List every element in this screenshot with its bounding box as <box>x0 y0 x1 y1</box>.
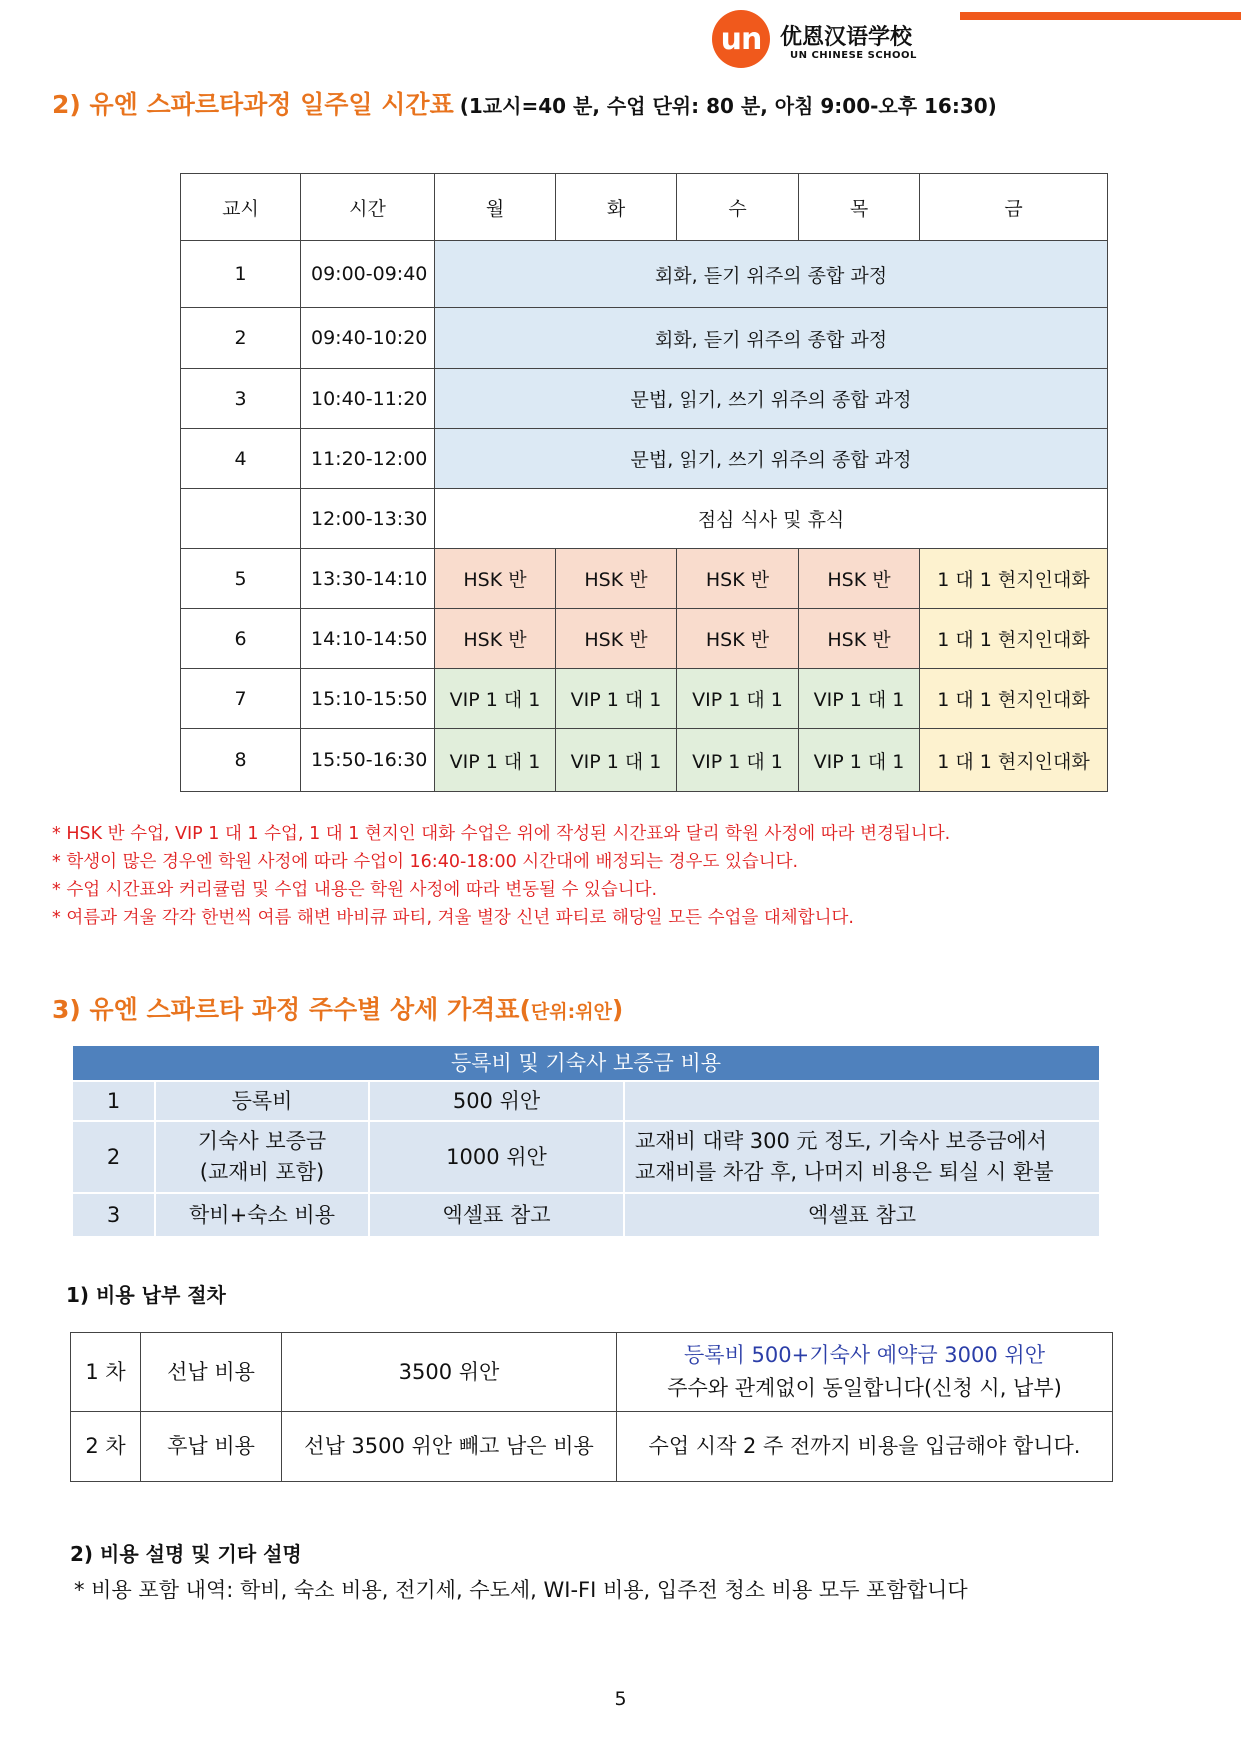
payment-title: 1) 비용 납부 절차 <box>66 1283 226 1307</box>
schedule-header-row <box>181 174 1108 241</box>
payment-desc <box>617 1333 1113 1412</box>
schedule-row <box>181 669 1108 729</box>
class-cell: VIP 1 대 1 <box>677 669 799 729</box>
time-cell: 11:20-12:00 <box>301 429 435 489</box>
price-note-line: 교재비 대략 300 元 정도, 기숙사 보증금에서 <box>635 1129 1048 1153</box>
payment-row <box>71 1412 1113 1482</box>
school-logo <box>712 10 972 68</box>
payment-step: 2 차 <box>71 1412 141 1482</box>
price-no: 3 <box>72 1193 155 1237</box>
period-cell: 8 <box>181 729 301 792</box>
time-cell: 15:50-16:30 <box>301 729 435 792</box>
section2-title-text: 2) 유엔 스파르타과정 일주일 시간표 <box>52 90 454 119</box>
class-cell: 1 대 1 현지인대화 <box>920 729 1108 792</box>
payment-row <box>71 1333 1113 1412</box>
header-wed: 수 <box>677 174 799 241</box>
time-cell: 09:00-09:40 <box>301 241 435 308</box>
class-cell: VIP 1 대 1 <box>799 669 920 729</box>
schedule-row <box>181 241 1108 308</box>
price-amount: 500 위안 <box>369 1081 624 1121</box>
schedule-row <box>181 489 1108 549</box>
class-cell: VIP 1 대 1 <box>435 669 556 729</box>
header-accent-bar <box>960 12 1241 20</box>
period-cell: 7 <box>181 669 301 729</box>
price-item <box>155 1193 369 1237</box>
header-thu: 목 <box>799 174 920 241</box>
schedule-notes <box>52 820 950 932</box>
time-cell: 10:40-11:20 <box>301 369 435 429</box>
price-amount: 엑셀표 참고 <box>369 1193 624 1237</box>
payment-table <box>70 1332 1113 1482</box>
schedule-row <box>181 308 1108 369</box>
price-note-line: 교재비를 차감 후, 나머지 비용은 퇴실 시 환불 <box>635 1160 1054 1184</box>
payment-amount: 선납 3500 위안 빼고 남은 비용 <box>282 1412 617 1482</box>
price-item <box>155 1081 369 1121</box>
note-line: * HSK 반 수업, VIP 1 대 1 수업, 1 대 1 현지인 대화 수업은 위에 작성된 시간표와 달리 학원 사정에 따라 변경됩니다. <box>52 824 951 844</box>
period-cell: 3 <box>181 369 301 429</box>
schedule-row <box>181 729 1108 792</box>
price-no: 2 <box>72 1121 155 1193</box>
class-cell: 문법, 읽기, 쓰기 위주의 종합 과정 <box>435 369 1108 429</box>
class-cell: HSK 반 <box>435 609 556 669</box>
price-amount: 1000 위안 <box>369 1121 624 1193</box>
price-note: 엑셀표 참고 <box>624 1193 1100 1237</box>
price-row <box>72 1081 1100 1121</box>
class-cell: 1 대 1 현지인대화 <box>920 669 1108 729</box>
class-cell: HSK 반 <box>677 549 799 609</box>
payment-desc-line: 수업 시작 2 주 전까지 비용을 입금해야 합니다. <box>648 1434 1081 1458</box>
class-cell: VIP 1 대 1 <box>677 729 799 792</box>
time-cell: 09:40-10:20 <box>301 308 435 369</box>
logo-name-en: UN CHINESE SCHOOL <box>790 50 917 61</box>
class-cell: VIP 1 대 1 <box>435 729 556 792</box>
header-tue: 화 <box>556 174 677 241</box>
payment-desc-line: 등록비 500+기숙사 예약금 3000 위안 <box>684 1343 1045 1367</box>
time-cell: 12:00-13:30 <box>301 489 435 549</box>
price-row <box>72 1193 1100 1237</box>
logo-name-cn: 优恩汉语学校 <box>780 25 913 50</box>
section2-title <box>52 85 997 121</box>
schedule-row <box>181 429 1108 489</box>
payment-desc <box>617 1412 1113 1482</box>
note-line: * 여름과 겨울 각각 한번씩 여름 해변 바비큐 파티, 겨울 별장 신년 파티로 해당일 모든 수업을 대체합니다. <box>52 908 854 928</box>
price-header: 등록비 및 기숙사 보증금 비용 <box>72 1045 1100 1081</box>
class-cell: VIP 1 대 1 <box>556 669 677 729</box>
price-item-text: 학비+숙소 비용 <box>189 1202 335 1227</box>
header-time: 시간 <box>301 174 435 241</box>
class-cell: HSK 반 <box>556 549 677 609</box>
class-cell: HSK 반 <box>556 609 677 669</box>
logo-mark: un <box>712 10 770 68</box>
payment-type: 후납 비용 <box>141 1412 282 1482</box>
class-cell: HSK 반 <box>677 609 799 669</box>
price-item <box>155 1121 369 1193</box>
class-cell: HSK 반 <box>799 549 920 609</box>
class-cell: VIP 1 대 1 <box>556 729 677 792</box>
section3-unit-open: ( <box>519 995 531 1024</box>
header-period: 교시 <box>181 174 301 241</box>
period-cell: 6 <box>181 609 301 669</box>
class-cell: HSK 반 <box>435 549 556 609</box>
schedule-row <box>181 369 1108 429</box>
note-line: * 학생이 많은 경우엔 학원 사정에 따라 수업이 16:40-18:00 시간대에 배정되는 경우도 있습니다. <box>52 852 799 872</box>
period-cell: 2 <box>181 308 301 369</box>
lunch-cell: 점심 식사 및 휴식 <box>435 489 1108 549</box>
section2-subtitle: (1교시=40 분, 수업 단위: 80 분, 아침 9:00-오후 16:30) <box>459 94 997 118</box>
class-cell: 회화, 듣기 위주의 종합 과정 <box>435 241 1108 308</box>
class-cell: 문법, 읽기, 쓰기 위주의 종합 과정 <box>435 429 1108 489</box>
time-cell: 13:30-14:10 <box>301 549 435 609</box>
class-cell: 1 대 1 현지인대화 <box>920 549 1108 609</box>
price-item-subtext: (교재비 포함) <box>199 1160 325 1184</box>
schedule-row <box>181 609 1108 669</box>
class-cell: VIP 1 대 1 <box>799 729 920 792</box>
price-header-row <box>72 1045 1100 1081</box>
class-cell: 1 대 1 현지인대화 <box>920 609 1108 669</box>
period-cell <box>181 489 301 549</box>
class-cell: 회화, 듣기 위주의 종합 과정 <box>435 308 1108 369</box>
price-item-text: 기숙사 보증금 <box>197 1129 327 1153</box>
section3-unit: 단위:위안 <box>530 1001 612 1023</box>
period-cell: 5 <box>181 549 301 609</box>
period-cell: 1 <box>181 241 301 308</box>
class-cell: HSK 반 <box>799 609 920 669</box>
price-row <box>72 1121 1100 1193</box>
other-title: 2) 비용 설명 및 기타 설명 <box>70 1542 302 1566</box>
schedule-row <box>181 549 1108 609</box>
header-fri: 금 <box>920 174 1108 241</box>
payment-amount: 3500 위안 <box>282 1333 617 1412</box>
price-note <box>624 1121 1100 1193</box>
price-no: 1 <box>72 1081 155 1121</box>
section3-title-text: 3) 유엔 스파르타 과정 주수별 상세 가격표 <box>52 995 520 1024</box>
page-number: 5 <box>614 1688 627 1710</box>
period-cell: 4 <box>181 429 301 489</box>
time-cell: 15:10-15:50 <box>301 669 435 729</box>
note-line: * 수업 시간표와 커리큘럼 및 수업 내용은 학원 사정에 따라 변동될 수 있습니다. <box>52 880 658 900</box>
payment-type: 선납 비용 <box>141 1333 282 1412</box>
header-mon: 월 <box>435 174 556 241</box>
section3-title <box>52 990 623 1026</box>
price-item-text: 등록비 <box>231 1088 293 1113</box>
payment-desc-line: 주수와 관계없이 동일합니다(신청 시, 납부) <box>667 1376 1062 1400</box>
weekly-schedule-table <box>180 173 1108 792</box>
payment-step: 1 차 <box>71 1333 141 1412</box>
section3-unit-close: ) <box>611 995 624 1024</box>
price-table <box>71 1044 1101 1238</box>
price-note <box>624 1081 1100 1121</box>
time-cell: 14:10-14:50 <box>301 609 435 669</box>
cost-inclusion-note: * 비용 포함 내역: 학비, 숙소 비용, 전기세, 수도세, WI-FI 비용, 입주전 청소 비용 모두 포함합니다 <box>74 1578 968 1602</box>
